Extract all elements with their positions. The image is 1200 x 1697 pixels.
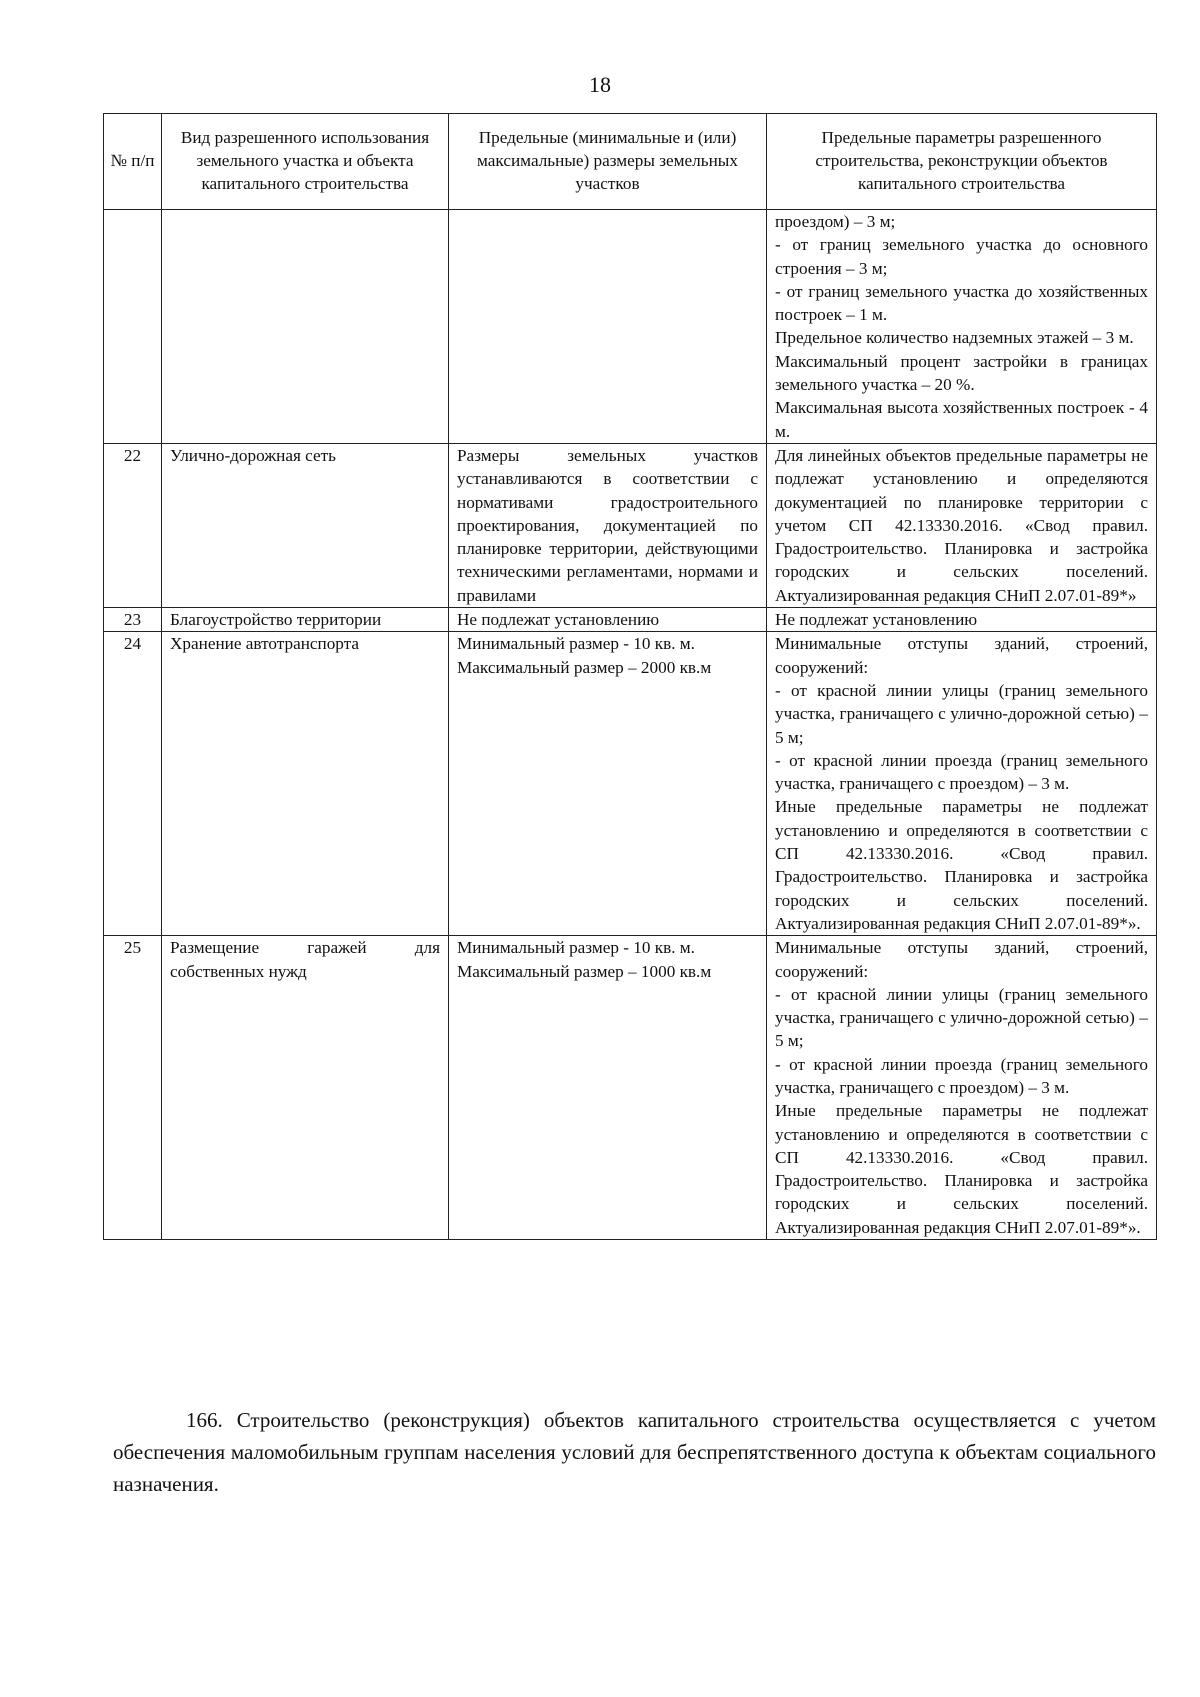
paragraph-text: Строительство (реконструкция) объектов капитального строительства осуществляется с учетом обеспечения маломобильным группам населения условий для беспрепятственного доступа к объектам социального назначения.	[113, 1408, 1156, 1496]
param-line: Иные предельные параметры не подлежат установлению и определяются в соответствии с СП 42.13330.2016. «Свод правил. Градостроительство. Планировка и застройка городских и сельских поселений. Актуализированная редакция СНиП 2.07.01-89*».	[775, 797, 1148, 933]
row-use-type: Хранение автотранспорта	[162, 632, 449, 936]
param-line: - от красной линии улицы (границ земельного участка, граничащего с улично-дорожной сетью) – 5 м;	[775, 680, 1148, 747]
param-line: Для линейных объектов предельные параметры не подлежат установлению и определяются документацией по планировке территории с учетом СП 42.13330.2016. «Свод правил. Градостроительство. Планировка и застройка городских и сельских поселений. Актуализированная редакция СНиП 2.07.01-89*»	[775, 445, 1148, 605]
size-line: Максимальный размер – 2000 кв.м	[457, 657, 712, 677]
row-number: 24	[104, 632, 162, 936]
param-line: - от границ земельного участка до основного строения – 3 м;	[775, 235, 1148, 278]
row-use-type: Благоустройство территории	[162, 608, 449, 632]
row-number	[104, 210, 162, 444]
size-line: Не подлежат установлению	[457, 610, 660, 630]
row-build-params	[767, 443, 1157, 607]
row-land-size	[449, 608, 767, 632]
param-line: проездом) – 3 м;	[775, 212, 896, 231]
param-line: Минимальные отступы зданий, строений, сооружений:	[775, 938, 1148, 981]
paragraph-166	[113, 1404, 1156, 1500]
page-number: 18	[589, 72, 611, 97]
size-line: Минимальный размер - 10 кв. м.	[457, 634, 695, 654]
header-use-type: Вид разрешенного использования земельного участка и объекта капитального строительства	[162, 114, 449, 210]
param-line: Предельное количество надземных этажей – 3 м.	[775, 328, 1134, 348]
row-build-params	[767, 936, 1157, 1240]
param-line: - от границ земельного участка до хозяйственных построек – 1 м.	[775, 281, 1148, 325]
row-build-params	[767, 608, 1157, 632]
table-row	[104, 632, 1157, 936]
param-line: Максимальный процент застройки в границах земельного участка – 20 %.	[775, 351, 1148, 395]
row-use-type	[162, 210, 449, 444]
param-line: - от красной линии проезда (границ земельного участка, граничащего с проездом) – 3 м.	[775, 1054, 1148, 1097]
size-line: Максимальный размер – 1000 кв.м	[457, 961, 712, 981]
size-line: Размеры земельных участков устанавливаются в соответствии с нормативами градостроительного проектирования, документацией по планировке территории, действующими техническими регламентами, нормами и правилами	[457, 445, 758, 605]
row-build-params	[767, 632, 1157, 936]
row-build-params	[767, 210, 1157, 444]
param-line: Не подлежат установлению	[775, 610, 978, 630]
param-line: - от красной линии улицы (границ земельного участка, граничащего с улично-дорожной сетью) – 5 м;	[775, 984, 1148, 1051]
table-row	[104, 210, 1157, 444]
param-line: Минимальные отступы зданий, строений, сооружений:	[775, 634, 1148, 677]
table-row	[104, 936, 1157, 1240]
param-line: Иные предельные параметры не подлежат установлению и определяются в соответствии с СП 42.13330.2016. «Свод правил. Градостроительство. Планировка и застройка городских и сельских поселений. Актуализированная редакция СНиП 2.07.01-89*».	[775, 1101, 1148, 1237]
header-land-size: Предельные (минимальные и (или) максимальные) размеры земельных участков	[449, 114, 767, 210]
row-use-type: Улично-дорожная сеть	[162, 443, 449, 607]
row-use-type: Размещение гаражей для собственных нужд	[162, 936, 449, 1240]
zoning-parameters-table	[103, 113, 1157, 1240]
paragraph-number: 166.	[186, 1408, 223, 1432]
row-land-size	[449, 210, 767, 444]
row-number: 22	[104, 443, 162, 607]
table-header-row	[104, 114, 1157, 210]
row-land-size	[449, 936, 767, 1240]
table-row	[104, 608, 1157, 632]
param-line: - от красной линии проезда (границ земельного участка, граничащего с проездом) – 3 м.	[775, 750, 1148, 794]
row-number: 25	[104, 936, 162, 1240]
param-line: Максимальная высота хозяйственных построек - 4 м.	[775, 398, 1148, 441]
size-line: Минимальный размер - 10 кв. м.	[457, 938, 695, 958]
header-number: № п/п	[104, 114, 162, 210]
header-build-params: Предельные параметры разрешенного строительства, реконструкции объектов капитального строительства	[767, 114, 1157, 210]
row-land-size	[449, 632, 767, 936]
row-number: 23	[104, 608, 162, 632]
row-land-size	[449, 443, 767, 607]
table-row	[104, 443, 1157, 607]
